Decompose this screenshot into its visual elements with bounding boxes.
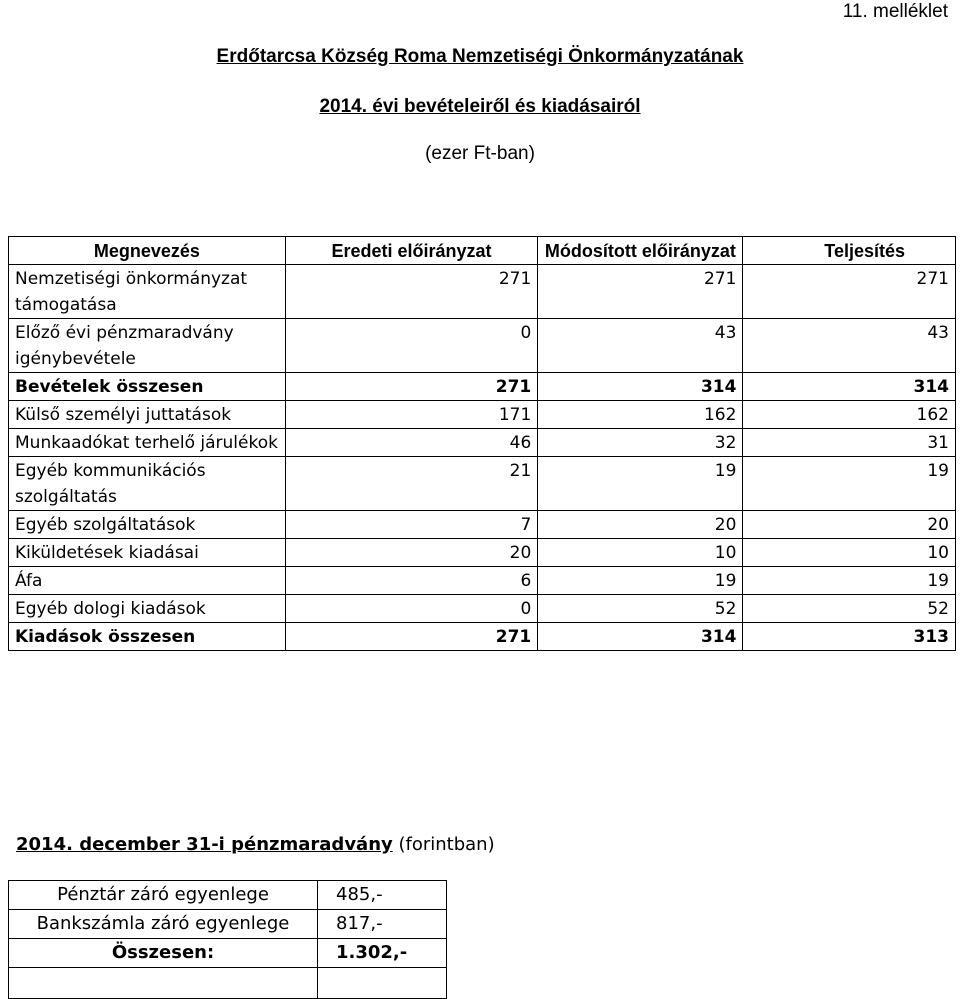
title-period [0,96,960,118]
cash-row [9,939,447,968]
row-name: Bevételek összesen [9,373,286,401]
table-row [9,567,956,595]
cell-modified: 43 [538,319,743,373]
cash-empty-row [9,968,447,999]
cash-row [9,881,447,910]
cell-original: 271 [285,373,538,401]
cell-modified: 19 [538,567,743,595]
cell-modified: 314 [538,373,743,401]
cell-actual: 20 [743,511,956,539]
cell-original: 0 [285,595,538,623]
cash-title-bold: 2014. december 31-i pénzmaradvány [16,834,393,855]
row-name: Nemzetiségi önkormányzat támogatása [9,265,286,319]
cell-modified: 52 [538,595,743,623]
header-modified: Módosított előirányzat [538,237,743,265]
cell-modified: 314 [538,623,743,651]
cell-original: 6 [285,567,538,595]
cell-original: 0 [285,319,538,373]
cash-value: 485,- [318,881,447,910]
table-row [9,511,956,539]
title-period-text: 2014. évi bevételeiről és kiadásairól [319,96,641,117]
cash-empty-cell [318,968,447,999]
budget-table [8,236,956,651]
title-municipality-text: Erdőtarcsa Község Roma Nemzetiségi Önkormányzatának [216,46,744,67]
table-row [9,319,956,373]
cell-actual: 10 [743,539,956,567]
header-row [9,237,956,265]
cash-value: 817,- [318,910,447,939]
table-row [9,539,956,567]
cell-actual: 271 [743,265,956,319]
table-row [9,457,956,511]
cell-actual: 313 [743,623,956,651]
table-row [9,265,956,319]
row-name: Munkaadókat terhelő járulékok [9,429,286,457]
header-actual: Teljesítés [743,237,956,265]
row-name: Kiküldetések kiadásai [9,539,286,567]
cell-modified: 162 [538,401,743,429]
row-name: Egyéb kommunikációs szolgáltatás [9,457,286,511]
row-name: Kiadások összesen [9,623,286,651]
table-row [9,595,956,623]
cash-row [9,910,447,939]
annex-label: 11. melléklet [842,1,948,22]
row-name: Előző évi pénzmaradvány igénybevétele [9,319,286,373]
cell-original: 7 [285,511,538,539]
table-row [9,373,956,401]
cash-empty-cell [9,968,318,999]
row-name: Egyéb szolgáltatások [9,511,286,539]
cell-actual: 162 [743,401,956,429]
cell-modified: 32 [538,429,743,457]
table-row [9,623,956,651]
cell-original: 20 [285,539,538,567]
cell-original: 21 [285,457,538,511]
cell-actual: 52 [743,595,956,623]
cash-value: 1.302,- [318,939,447,968]
row-name: Egyéb dologi kiadások [9,595,286,623]
cell-actual: 19 [743,567,956,595]
title-municipality [0,46,960,68]
row-name: Áfa [9,567,286,595]
cell-original: 46 [285,429,538,457]
cash-label: Pénztár záró egyenlege [9,881,318,910]
cell-original: 271 [285,265,538,319]
table-row [9,401,956,429]
cell-actual: 19 [743,457,956,511]
cell-modified: 20 [538,511,743,539]
cash-table [8,880,447,999]
cash-label: Bankszámla záró egyenlege [9,910,318,939]
cash-title-rest: (forintban) [392,834,495,855]
cash-balance-title [16,834,495,855]
cell-modified: 19 [538,457,743,511]
header-original: Eredeti előirányzat [285,237,538,265]
cell-actual: 43 [743,319,956,373]
cell-actual: 31 [743,429,956,457]
cell-modified: 271 [538,265,743,319]
header-name: Megnevezés [9,237,286,265]
cash-label: Összesen: [9,939,318,968]
table-row [9,429,956,457]
unit-label: (ezer Ft-ban) [425,143,535,164]
cell-modified: 10 [538,539,743,567]
cell-actual: 314 [743,373,956,401]
cell-original: 171 [285,401,538,429]
row-name: Külső személyi juttatások [9,401,286,429]
cell-original: 271 [285,623,538,651]
